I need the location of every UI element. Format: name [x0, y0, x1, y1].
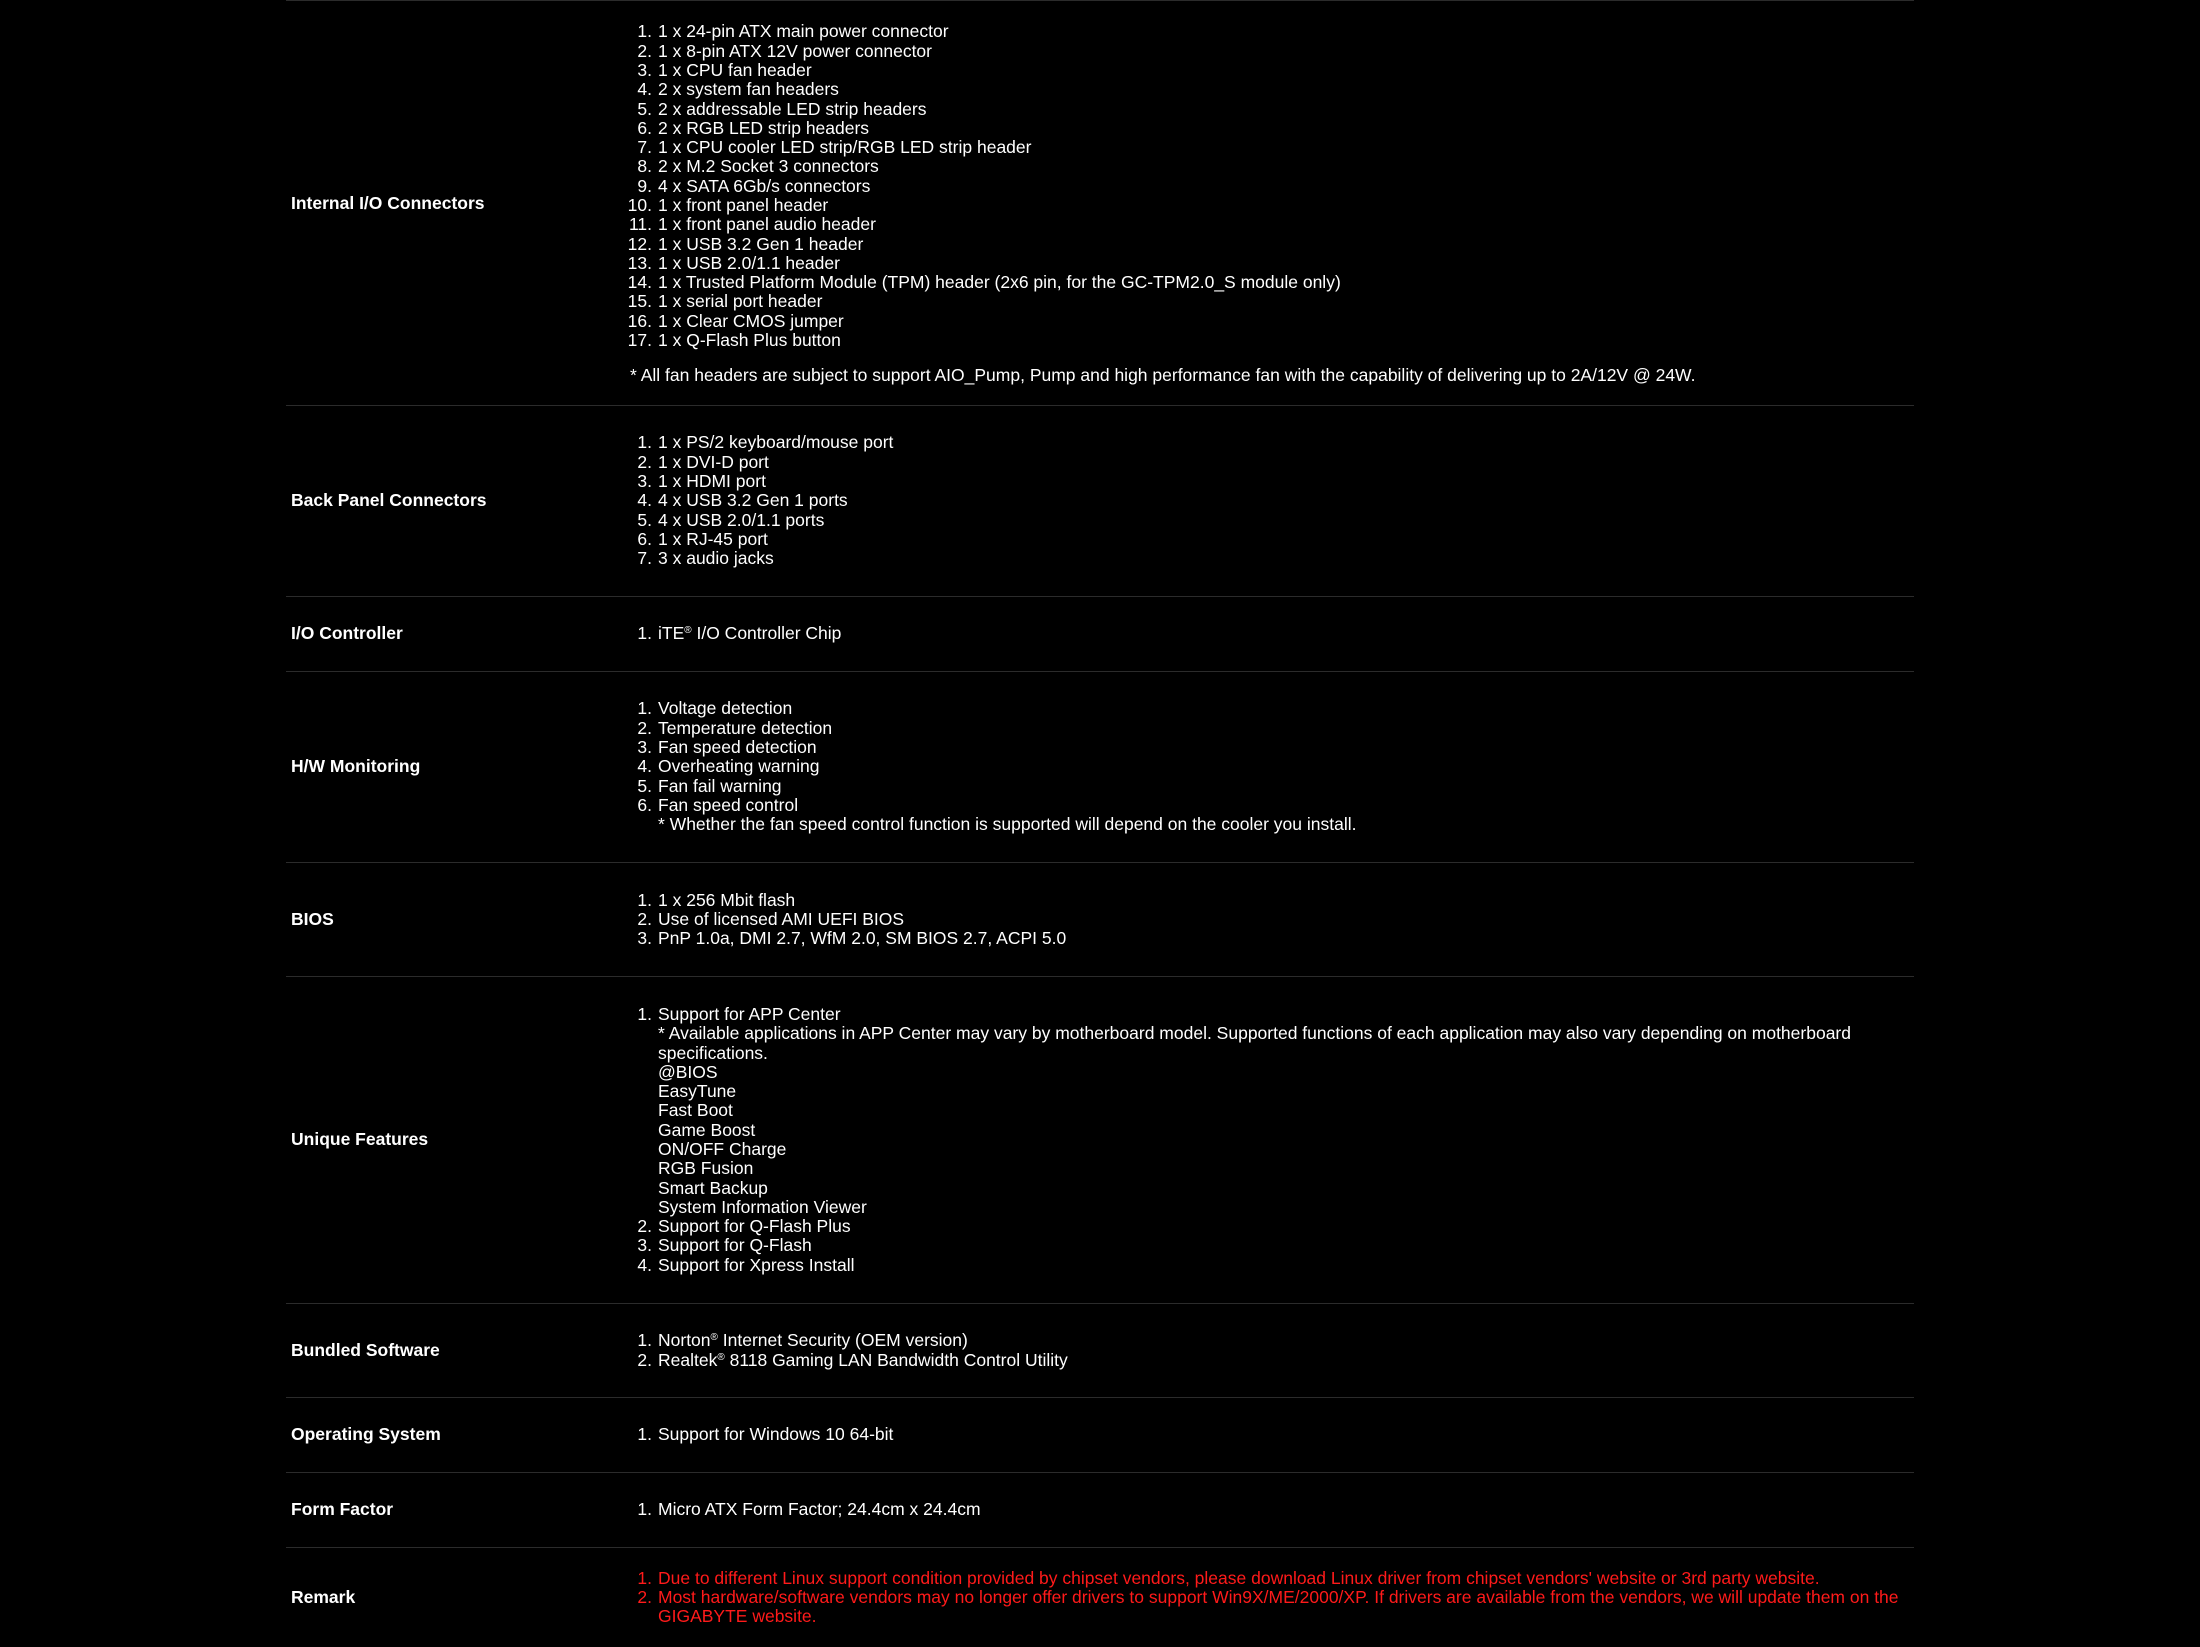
- list-item: [622, 910, 1904, 929]
- os-list: [622, 1425, 1904, 1444]
- list-number: 5.: [637, 509, 652, 530]
- form-factor-list: [622, 1500, 1904, 1519]
- registered-mark: ®: [717, 1351, 725, 1363]
- list-item-text: Temperature detection: [658, 717, 833, 738]
- list-number: 2.: [637, 451, 652, 472]
- norton-text: Internet Security (OEM version): [717, 1330, 968, 1351]
- list-item: [622, 511, 1904, 530]
- list-number: 14.: [627, 272, 652, 293]
- list-item-text: 1 x DVI-D port: [658, 451, 769, 472]
- norton-brand: Norton: [658, 1330, 711, 1351]
- realtek-text: 8118 Gaming LAN Bandwidth Control Utility: [724, 1349, 1068, 1370]
- list-item: [622, 1256, 1904, 1275]
- list-item: [622, 196, 1904, 215]
- spec-label: Unique Features: [291, 1129, 429, 1150]
- list-item-text: Support for Windows 10 64-bit: [658, 1424, 894, 1445]
- unique-features-list: [622, 1217, 1904, 1275]
- spec-label: Bundled Software: [291, 1339, 440, 1360]
- list-number: 7.: [637, 137, 652, 158]
- list-item-text: Support for Xpress Install: [658, 1254, 855, 1275]
- list-item: [622, 433, 1904, 452]
- list-item: [622, 80, 1904, 99]
- list-number: 17.: [627, 330, 652, 351]
- list-item-text: PnP 1.0a, DMI 2.7, WfM 2.0, SM BIOS 2.7, ACPI 5.0: [658, 928, 1067, 949]
- list-item: [622, 254, 1904, 273]
- list-item-text: 1 x front panel header: [658, 195, 829, 215]
- app-list: [622, 1063, 1904, 1217]
- list-item: 1. Support for APP Center: [637, 1003, 841, 1024]
- spec-label: Remark: [291, 1586, 356, 1607]
- list-number: 6.: [637, 794, 652, 815]
- spec-row-io-controller: [286, 596, 1914, 671]
- list-item: [622, 891, 1904, 910]
- list-number: 16.: [627, 310, 652, 331]
- list-item-text: 1 x CPU fan header: [658, 59, 812, 80]
- list-item-text: 1 x front panel audio header: [658, 214, 876, 235]
- list-item: [622, 699, 1904, 718]
- remark-drivers: Most hardware/software vendors may no longer offer drivers to support Win9X/ME/2000/XP. If drivers are available from the vendors, we will update them on the: [658, 1586, 1899, 1607]
- spec-row-remark: [286, 1547, 1914, 1647]
- list-number: 9.: [637, 175, 652, 196]
- io-controller-text: I/O Controller Chip: [691, 623, 842, 644]
- list-number: 4.: [637, 1254, 652, 1275]
- spec-row-operating-system: [286, 1397, 1914, 1472]
- list-item-text: 1 x USB 2.0/1.1 header: [658, 252, 840, 273]
- list-number: 5.: [637, 98, 652, 119]
- list-item: [622, 177, 1904, 196]
- list-item-text: 1 x PS/2 keyboard/mouse port: [658, 432, 894, 453]
- list-item: [622, 22, 1904, 41]
- list-item: [622, 1217, 1904, 1236]
- list-number: 4.: [637, 490, 652, 511]
- bios-list: [622, 891, 1904, 949]
- app-center-note-cont: specifications.: [658, 1042, 768, 1063]
- list-item-text: 1 x 8-pin ATX 12V power connector: [658, 40, 932, 61]
- list-item-text: 4 x USB 3.2 Gen 1 ports: [658, 490, 848, 511]
- list-number: 1.: [637, 21, 652, 42]
- list-item: [622, 491, 1904, 510]
- spec-value: [622, 1331, 1914, 1370]
- list-number: 3.: [637, 471, 652, 492]
- list-item: [622, 530, 1904, 549]
- list-number: 11.: [628, 214, 652, 235]
- list-number: 6.: [637, 117, 652, 138]
- list-item-text: 1 x 24-pin ATX main power connector: [658, 21, 949, 42]
- list-item: [622, 215, 1904, 234]
- fan-control-note: * Whether the fan speed control function is supported will depend on the cooler you install.: [658, 814, 1357, 835]
- list-item: [622, 331, 1904, 350]
- spec-label: BIOS: [291, 908, 334, 929]
- list-number: 3.: [637, 737, 652, 758]
- list-item: [622, 1425, 1904, 1444]
- list-item-text: 2 x addressable LED strip headers: [658, 98, 927, 119]
- list-number: 1.: [637, 432, 652, 453]
- app-list-item: Smart Backup: [658, 1177, 768, 1198]
- spec-value: [622, 1500, 1914, 1519]
- list-number: 6.: [637, 528, 652, 549]
- fan-header-note: * All fan headers are subject to support AIO_Pump, Pump and high performance fan with the capability of delivering up to 2A/12V @ 24W.: [630, 365, 1696, 386]
- list-number: 1.: [637, 889, 652, 910]
- spec-value: [622, 22, 1914, 385]
- list-item-text: 1 x Clear CMOS jumper: [658, 310, 844, 331]
- spec-value: [622, 1005, 1914, 1275]
- list-number: 15.: [627, 291, 652, 312]
- list-item: [622, 61, 1904, 80]
- list-item: [622, 453, 1904, 472]
- hw-monitoring-list: [622, 699, 1904, 815]
- spec-row-bios: [286, 862, 1914, 976]
- list-number: 3.: [637, 928, 652, 949]
- list-item-text: 1 x USB 3.2 Gen 1 header: [658, 233, 864, 254]
- app-list-item: ON/OFF Charge: [658, 1139, 787, 1159]
- list-item-text: Voltage detection: [658, 698, 793, 719]
- list-item: [622, 929, 1904, 948]
- list-number: 2.: [637, 717, 652, 738]
- list-item-text: Use of licensed AMI UEFI BIOS: [658, 908, 905, 929]
- list-item: [622, 719, 1904, 738]
- list-item-text: Micro ATX Form Factor; 24.4cm x 24.4cm: [658, 1499, 981, 1520]
- list-number: 3.: [637, 1235, 652, 1256]
- remark-linux: Due to different Linux support condition provided by chipset vendors, please download Linux driver from chipset vendors' website or 3rd party website.: [658, 1567, 1820, 1588]
- list-item: [622, 549, 1904, 568]
- list-number: 2.: [637, 40, 652, 61]
- spec-row-hw-monitoring: [286, 671, 1914, 862]
- list-item-text: 1 x CPU cooler LED strip/RGB LED strip header: [658, 137, 1032, 158]
- io-controller-brand: iTE: [658, 623, 685, 644]
- list-number: 1.: [637, 698, 652, 719]
- list-number: 4.: [637, 79, 652, 100]
- app-list-item: Fast Boot: [658, 1100, 733, 1121]
- spec-value: [622, 699, 1914, 834]
- list-number: 8.: [637, 156, 652, 177]
- spec-label: I/O Controller: [291, 623, 403, 644]
- remark-drivers-cont: GIGABYTE website.: [658, 1606, 817, 1627]
- list-number: 10.: [627, 195, 652, 215]
- list-item: [622, 312, 1904, 331]
- list-item: [622, 777, 1904, 796]
- app-center-label: Support for APP Center: [658, 1003, 841, 1024]
- list-number: 2.: [637, 1216, 652, 1237]
- list-item: [622, 796, 1904, 815]
- list-item: [622, 100, 1904, 119]
- list-number: 13.: [627, 252, 652, 273]
- list-number: 1.: [637, 1499, 652, 1520]
- list-item-text: Fan fail warning: [658, 775, 782, 796]
- spec-label: Operating System: [291, 1424, 441, 1445]
- app-list-item: Game Boost: [658, 1119, 756, 1140]
- list-item-text: Overheating warning: [658, 756, 820, 777]
- list-item: 2. Realtek® 8118 Gaming LAN Bandwidth Control Utility: [637, 1349, 1068, 1370]
- back-panel-list: [622, 433, 1904, 568]
- list-item-text: Support for Q-Flash Plus: [658, 1216, 851, 1237]
- list-number: 7.: [637, 548, 652, 569]
- spec-table: [286, 0, 1914, 1647]
- spec-label: H/W Monitoring: [291, 756, 421, 777]
- list-item-text: 4 x USB 2.0/1.1 ports: [658, 509, 825, 530]
- list-item-text: Support for Q-Flash: [658, 1235, 812, 1256]
- list-item: [622, 138, 1904, 157]
- spec-value: [622, 1425, 1914, 1444]
- list-item-text: 1 x Trusted Platform Module (TPM) header (2x6 pin, for the GC-TPM2.0_S module only): [658, 272, 1341, 293]
- list-item: [622, 292, 1904, 311]
- list-item: [622, 1236, 1904, 1255]
- list-item-text: Fan speed detection: [658, 737, 817, 758]
- spec-label: Back Panel Connectors: [291, 490, 487, 511]
- list-number: 2.: [637, 908, 652, 929]
- list-item: [622, 42, 1904, 61]
- list-number: 4.: [637, 756, 652, 777]
- list-item-text: 1 x serial port header: [658, 291, 823, 312]
- app-list-item: RGB Fusion: [658, 1158, 754, 1179]
- app-center-note: * Available applications in APP Center may vary by motherboard model. Supported functions of each application may also vary depending on motherboard: [658, 1023, 1851, 1044]
- list-item-text: 2 x RGB LED strip headers: [658, 117, 870, 138]
- app-list-item: System Information Viewer: [658, 1196, 867, 1217]
- app-list-item: EasyTune: [658, 1081, 737, 1102]
- list-item-text: 1 x RJ-45 port: [658, 528, 768, 549]
- list-number: 12.: [627, 233, 652, 254]
- realtek-brand: Realtek: [658, 1349, 718, 1370]
- spec-row-internal-io: [286, 0, 1914, 405]
- list-item: 1. Norton® Internet Security (OEM version): [637, 1330, 968, 1351]
- spec-row-unique-features: [286, 976, 1914, 1303]
- list-item: [622, 1500, 1904, 1519]
- list-number: 5.: [637, 775, 652, 796]
- spec-row-form-factor: [286, 1472, 1914, 1547]
- list-item: [622, 157, 1904, 176]
- spec-value: [622, 433, 1914, 568]
- registered-mark: ®: [684, 625, 692, 637]
- spec-value: [622, 891, 1914, 949]
- spec-value: [622, 1569, 1914, 1627]
- list-item: [622, 235, 1904, 254]
- spec-label: Form Factor: [291, 1499, 394, 1520]
- list-item: [622, 757, 1904, 776]
- spec-value: [622, 624, 1914, 643]
- list-item-text: 1 x Q-Flash Plus button: [658, 330, 841, 351]
- spec-row-bundled-software: [286, 1303, 1914, 1397]
- list-item: 1. Due to different Linux support condition provided by chipset vendors, please download Linux driver from chipset vendors' website or 3rd party website.: [637, 1567, 1820, 1588]
- list-item-text: 4 x SATA 6Gb/s connectors: [658, 175, 871, 196]
- list-item-text: 1 x 256 Mbit flash: [658, 889, 796, 910]
- app-list-item: @BIOS: [658, 1061, 718, 1082]
- list-item: [622, 119, 1904, 138]
- list-item-text: 1 x HDMI port: [658, 471, 766, 492]
- list-item: [622, 472, 1904, 491]
- list-item: [622, 273, 1904, 292]
- list-item: 2. Most hardware/software vendors may no longer offer drivers to support Win9X/ME/2000/XP. If drivers are available from the vendors, we will update them on the: [637, 1586, 1899, 1607]
- list-item: [622, 738, 1904, 757]
- list-item: 1. iTE® I/O Controller Chip: [637, 623, 842, 644]
- internal-io-list: [622, 22, 1904, 350]
- list-item-text: Fan speed control: [658, 794, 799, 815]
- list-number: 1.: [637, 1424, 652, 1445]
- list-item-text: 2 x M.2 Socket 3 connectors: [658, 156, 879, 177]
- list-item-text: 2 x system fan headers: [658, 79, 839, 100]
- list-number: 3.: [637, 59, 652, 80]
- list-item-text: 3 x audio jacks: [658, 548, 774, 569]
- spec-label: Internal I/O Connectors: [291, 193, 485, 214]
- spec-row-back-panel: [286, 405, 1914, 596]
- registered-mark: ®: [710, 1332, 718, 1344]
